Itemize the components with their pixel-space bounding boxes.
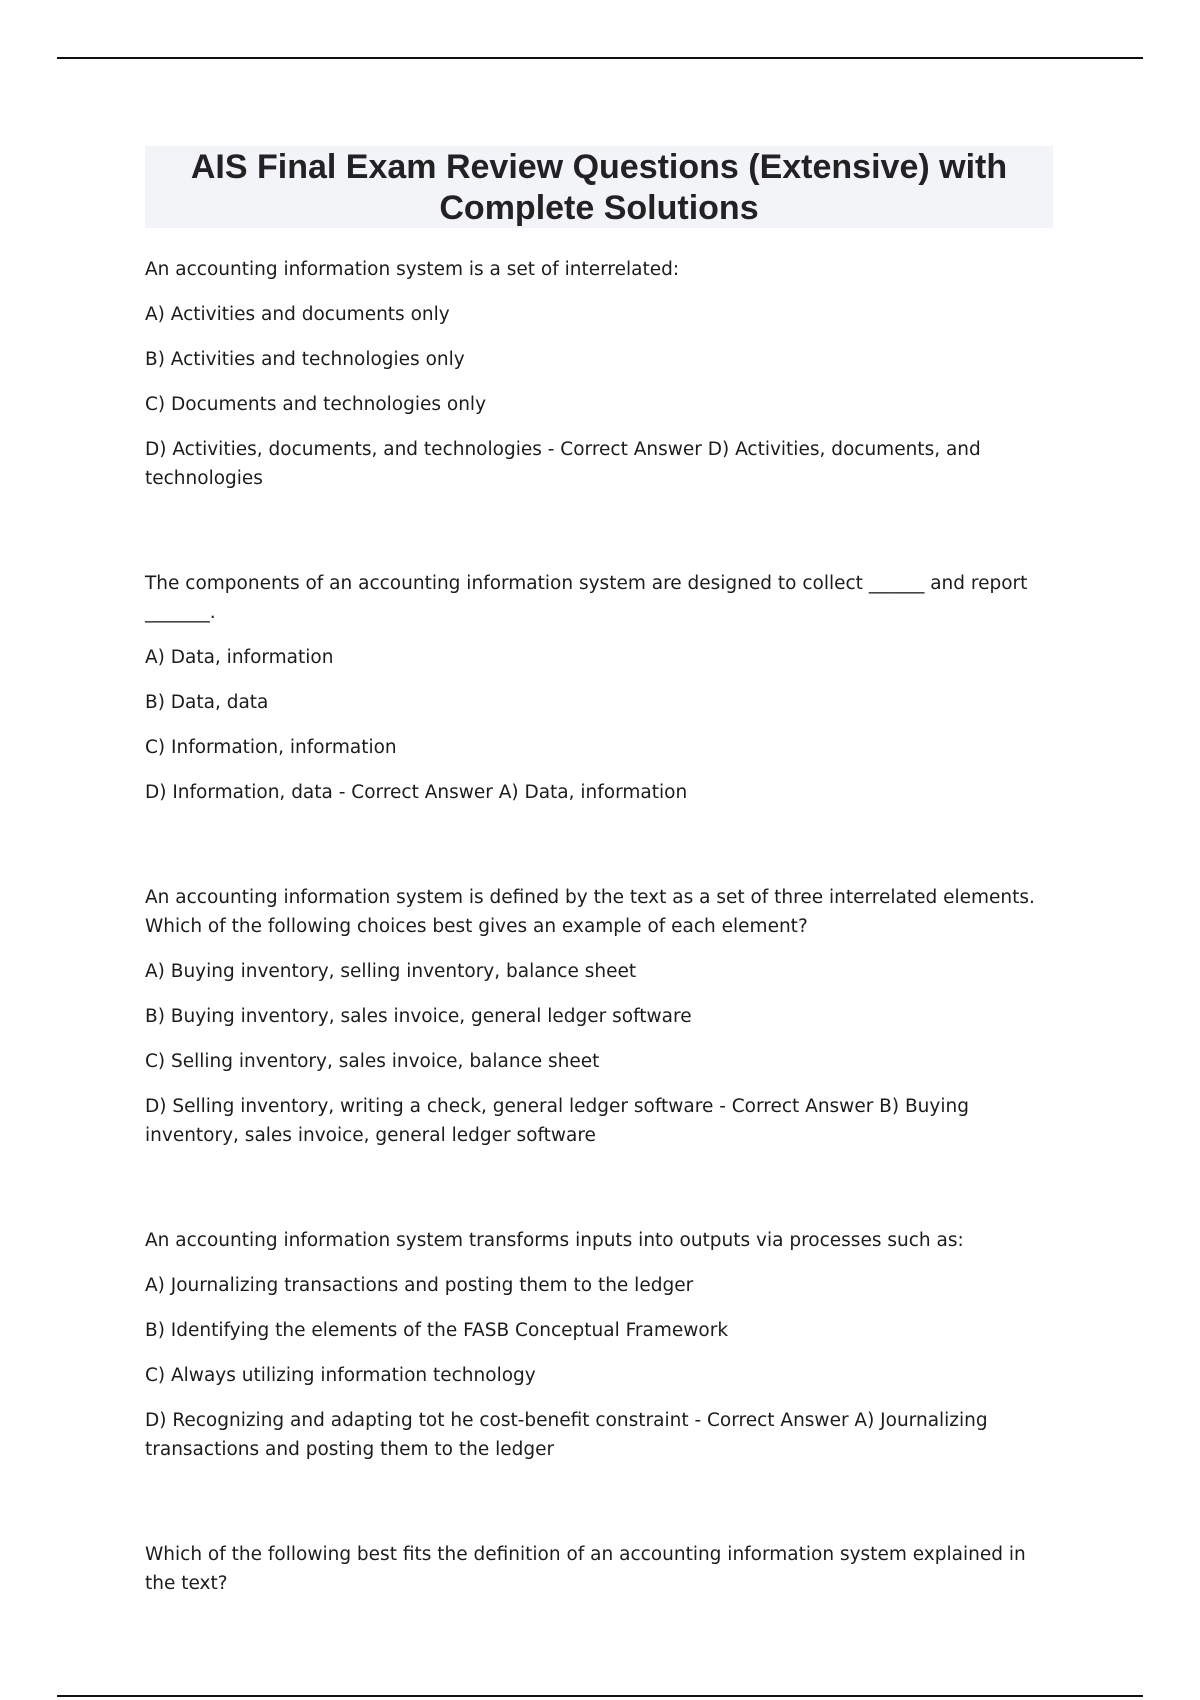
- question-4: [145, 1226, 1045, 1464]
- answer-option: C) Documents and technologies only: [145, 394, 487, 415]
- answer-option: B) Data, data: [145, 692, 269, 713]
- question-prompt: An accounting information system is a set of interrelated:: [145, 259, 680, 280]
- answer-option: C) Always utilizing information technology: [145, 1365, 536, 1386]
- answer-option: C) Information, information: [145, 737, 397, 758]
- question-2: [145, 569, 1045, 807]
- document-title: [145, 146, 1053, 228]
- question-1: [145, 255, 1045, 493]
- answer-option-with-correct-answer: D) Selling inventory, writing a check, general ledger software - Correct Answer B) Buying inventory, sales invoice, general ledger software: [145, 1096, 969, 1146]
- question-3: [145, 883, 1045, 1150]
- answer-option-with-correct-answer: D) Information, data - Correct Answer A) Data, information: [145, 782, 688, 803]
- answer-option: B) Identifying the elements of the FASB Conceptual Framework: [145, 1320, 729, 1341]
- answer-option: A) Buying inventory, selling inventory, balance sheet: [145, 961, 637, 982]
- answer-option: C) Selling inventory, sales invoice, balance sheet: [145, 1051, 600, 1072]
- question-prompt: The components of an accounting information system are designed to collect ______ and report _______.: [145, 573, 1028, 623]
- question-prompt: Which of the following best fits the definition of an accounting information system explained in the text?: [145, 1544, 1026, 1594]
- bottom-rule: [57, 1695, 1143, 1697]
- question-prompt: An accounting information system transforms inputs into outputs via processes such as:: [145, 1230, 964, 1251]
- top-rule: [57, 57, 1143, 59]
- answer-option-with-correct-answer: D) Activities, documents, and technologies - Correct Answer D) Activities, documents, and technologies: [145, 439, 981, 489]
- title-line-2: Complete Solutions: [439, 189, 759, 227]
- question-list: [145, 255, 1045, 1674]
- answer-option: A) Data, information: [145, 647, 334, 668]
- answer-option: B) Activities and technologies only: [145, 349, 465, 370]
- answer-option: B) Buying inventory, sales invoice, general ledger software: [145, 1006, 692, 1027]
- title-line-1: AIS Final Exam Review Questions (Extensive) with: [190, 148, 1008, 186]
- answer-option: A) Activities and documents only: [145, 304, 450, 325]
- question-prompt: An accounting information system is defined by the text as a set of three interrelated elements. Which of the following choices best gives an example of each element?: [145, 887, 1035, 937]
- question-5: [145, 1540, 1045, 1598]
- answer-option: A) Journalizing transactions and posting them to the ledger: [145, 1275, 694, 1296]
- answer-option-with-correct-answer: D) Recognizing and adapting tot he cost-benefit constraint - Correct Answer A) Journalizing transactions and posting them to the ledger: [145, 1410, 988, 1460]
